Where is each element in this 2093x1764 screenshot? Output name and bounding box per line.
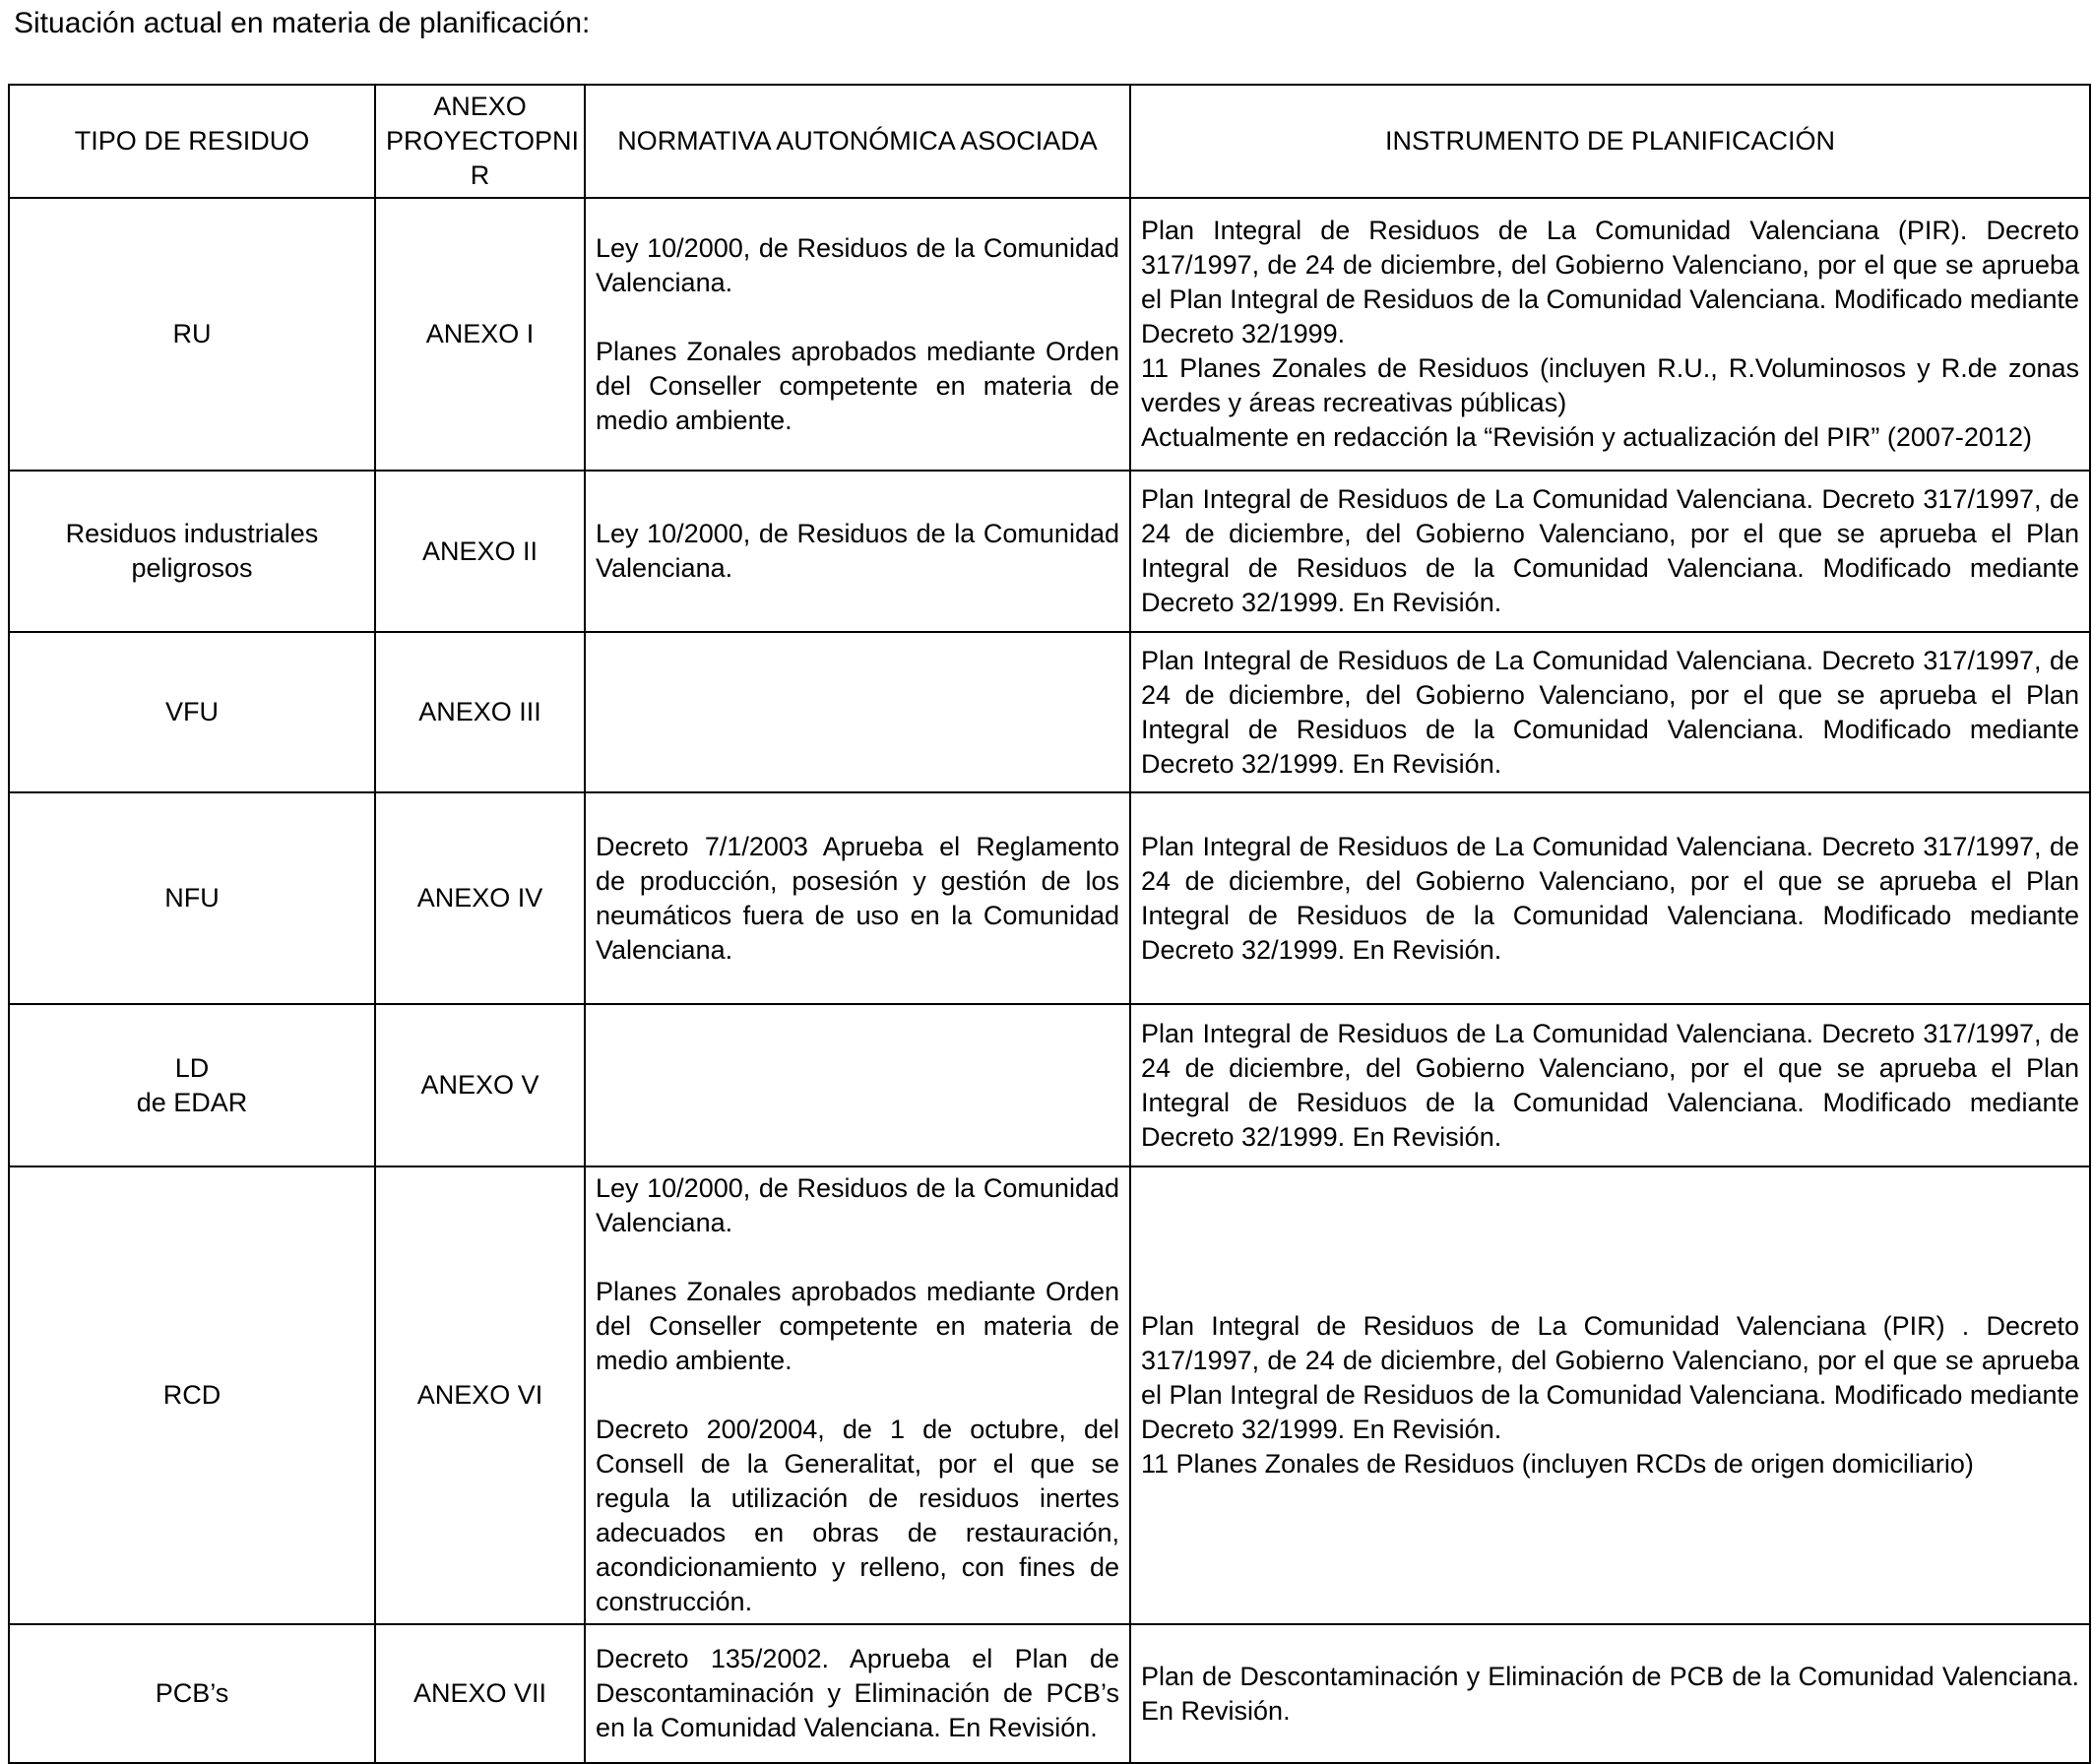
table-row — [9, 471, 2090, 632]
normativa-cell — [585, 632, 1130, 792]
normativa-paragraph: Ley 10/2000, de Residuos de la Comunidad Valenciana. — [596, 232, 1119, 297]
page-heading: Situación actual en materia de planificación: — [14, 7, 591, 39]
normativa-cell — [585, 1624, 1130, 1763]
instrumento-paragraph: Plan Integral de Residuos de La Comunidad Valenciana. Decreto 317/1997, de 24 de diciembre, del Gobierno Valenciano, por el que se aprueba el Plan Integral de Residuos de la Comunidad Valenciana. Modificado mediante Decreto 32/1999. En Revisión. — [1141, 831, 2079, 965]
planning-table — [8, 84, 2091, 1764]
instrumento-cell — [1130, 792, 2090, 1004]
normativa-paragraph: Decreto 200/2004, de 1 de octubre, del Consell de la Generalitat, por el que se regula la utilización de residuos inertes adecuados en obras de restauración, acondicionamiento y relleno, con fines de construcción. — [596, 1415, 1119, 1616]
anexo-cell: ANEXO I — [375, 198, 585, 471]
tipo-line: de EDAR — [136, 1087, 248, 1117]
header-row — [9, 85, 2090, 198]
table-row — [9, 198, 2090, 471]
normativa-cell — [585, 1166, 1130, 1624]
instrumento-paragraph: Plan Integral de Residuos de La Comunidad Valenciana. Decreto 317/1997, de 24 de diciembre, del Gobierno Valenciano, por el que se aprueba el Plan Integral de Residuos de la Comunidad Valenciana. Modificado mediante Decreto 32/1999. En Revisión. — [1141, 645, 2079, 779]
tipo-line: LD — [174, 1052, 210, 1083]
table-row — [9, 792, 2090, 1004]
anexo-cell: ANEXO VI — [375, 1166, 585, 1624]
tipo-cell: PCB’s — [9, 1624, 375, 1763]
instrumento-paragraph: Plan Integral de Residuos de La Comunidad Valenciana (PIR) . Decreto 317/1997, de 24 de diciembre, del Gobierno Valenciano, por el que se aprueba el Plan Integral de Residuos de la Comunidad Valenciana. Modificado mediante Decreto 32/1999. En Revisión. — [1141, 1311, 2079, 1444]
instrumento-cell — [1130, 471, 2090, 632]
tipo-cell: Residuos industriales peligrosos — [9, 471, 375, 632]
instrumento-paragraph: 11 Planes Zonales de Residuos (incluyen R.U., R.Voluminosos y R.de zonas verdes y áreas recreativas públicas) — [1141, 353, 2079, 417]
instrumento-paragraph: Plan Integral de Residuos de La Comunidad Valenciana. Decreto 317/1997, de 24 de diciembre, del Gobierno Valenciano, por el que se aprueba el Plan Integral de Residuos de la Comunidad Valenciana. Modificado mediante Decreto 32/1999. En Revisión. — [1141, 1018, 2079, 1152]
instrumento-cell — [1130, 1004, 2090, 1166]
normativa-cell — [585, 471, 1130, 632]
anexo-cell: ANEXO IV — [375, 792, 585, 1004]
normativa-paragraph: Ley 10/2000, de Residuos de la Comunidad Valenciana. — [596, 519, 1119, 583]
header-normativa: NORMATIVA AUTONÓMICA ASOCIADA — [585, 85, 1130, 198]
anexo-cell: ANEXO II — [375, 471, 585, 632]
normativa-paragraph: Planes Zonales aprobados mediante Orden del Conseller competente en materia de medio ambiente. — [596, 1277, 1119, 1375]
normativa-paragraph: Decreto 135/2002. Aprueba el Plan de Descontaminación y Eliminación de PCB’s en la Comunidad Valenciana. En Revisión. — [596, 1644, 1119, 1742]
table-row — [9, 1004, 2090, 1166]
tipo-cell: RU — [9, 198, 375, 471]
normativa-paragraph: Planes Zonales aprobados mediante Orden del Conseller competente en materia de medio ambiente. — [596, 336, 1119, 435]
instrumento-cell — [1130, 198, 2090, 471]
header-anexo-line-2: PROYECTOPNI — [386, 126, 580, 156]
tipo-cell: VFU — [9, 632, 375, 792]
header-anexo-line-3: R — [470, 160, 490, 190]
header-anexo-line-1: ANEXO — [433, 92, 527, 121]
normativa-cell — [585, 792, 1130, 1004]
normativa-cell — [585, 1004, 1130, 1166]
header-anexo-proyecto — [375, 85, 585, 198]
anexo-cell: ANEXO V — [375, 1004, 585, 1166]
instrumento-cell — [1130, 1624, 2090, 1763]
instrumento-paragraph: 11 Planes Zonales de Residuos (incluyen RCDs de origen domiciliario) — [1141, 1449, 1974, 1479]
anexo-cell: ANEXO VII — [375, 1624, 585, 1763]
tipo-cell — [9, 1004, 375, 1166]
instrumento-paragraph: Actualmente en redacción la “Revisión y actualización del PIR” (2007-2012) — [1141, 422, 2032, 452]
normativa-cell — [585, 198, 1130, 471]
header-tipo-residuo: TIPO DE RESIDUO — [9, 85, 375, 198]
instrumento-paragraph: Plan Integral de Residuos de La Comunidad Valenciana (PIR). Decreto 317/1997, de 24 de diciembre, del Gobierno Valenciano, por el que se aprueba el Plan Integral de Residuos de la Comunidad Valenciana. Modificado mediante Decreto 32/1999. — [1141, 216, 2079, 348]
tipo-cell: NFU — [9, 792, 375, 1004]
instrumento-cell — [1130, 632, 2090, 792]
tipo-cell: RCD — [9, 1166, 375, 1624]
header-instrumento: INSTRUMENTO DE PLANIFICACIÓN — [1130, 85, 2090, 198]
table-row — [9, 632, 2090, 792]
anexo-cell: ANEXO III — [375, 632, 585, 792]
instrumento-paragraph: Plan de Descontaminación y Eliminación de PCB de la Comunidad Valenciana. En Revisión. — [1141, 1661, 2079, 1726]
table-row — [9, 1166, 2090, 1624]
instrumento-cell — [1130, 1166, 2090, 1624]
normativa-paragraph: Decreto 7/1/2003 Aprueba el Reglamento de producción, posesión y gestión de los neumáticos fuera de uso en la Comunidad Valenciana. — [596, 831, 1119, 965]
normativa-paragraph: Ley 10/2000, de Residuos de la Comunidad Valenciana. — [596, 1173, 1119, 1237]
table-row — [9, 1624, 2090, 1763]
instrumento-paragraph: Plan Integral de Residuos de La Comunidad Valenciana. Decreto 317/1997, de 24 de diciembre, del Gobierno Valenciano, por el que se aprueba el Plan Integral de Residuos de la Comunidad Valenciana. Modificado mediante Decreto 32/1999. En Revisión. — [1141, 484, 2079, 617]
